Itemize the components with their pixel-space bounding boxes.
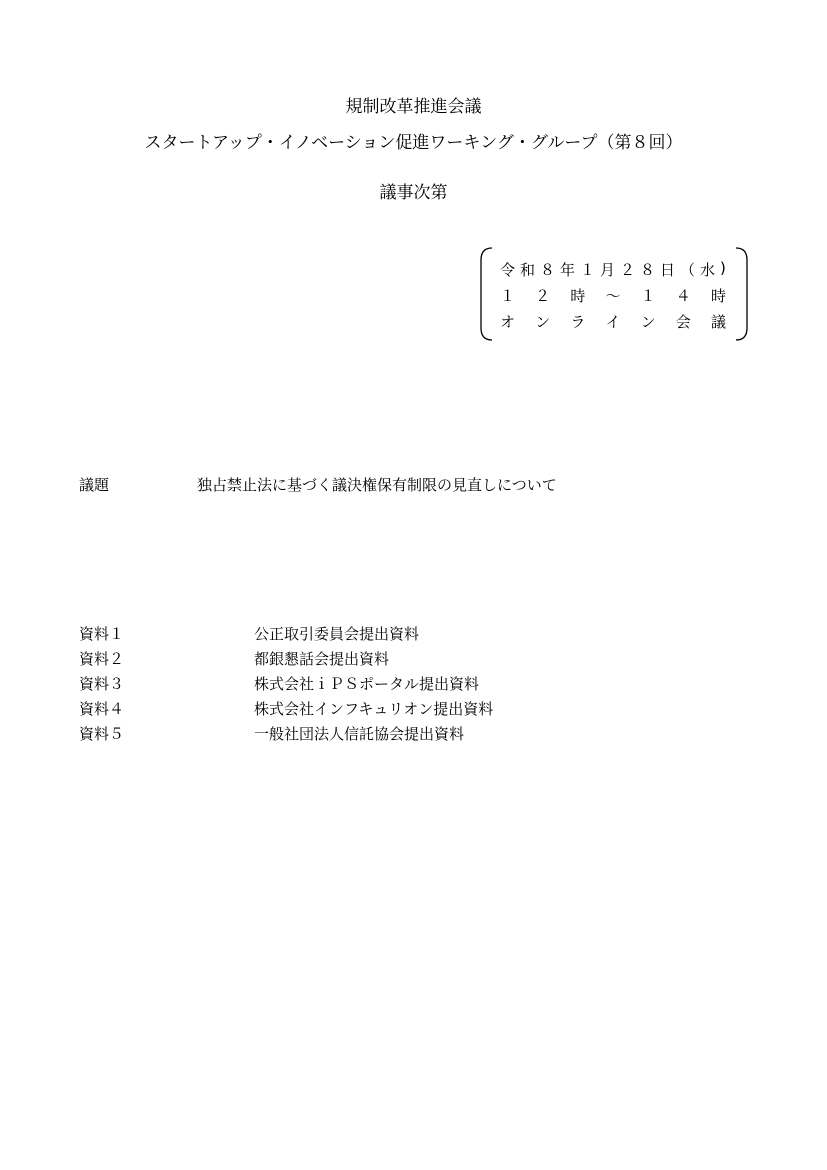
info-char: 和 [520,261,536,279]
material-label: 資料２ [79,650,125,668]
working-group-title: スタートアップ・イノベーション促進ワーキング・グループ（第８回） [144,133,683,153]
info-char: ８ [640,261,656,279]
info-char: ２ [535,287,551,305]
info-char: １ [640,287,656,305]
material-title: 都銀懇話会提出資料 [254,650,390,668]
info-char: （ [680,261,696,279]
material-item [79,698,679,723]
info-char: 時 [710,287,726,305]
council-name: 規制改革推進会議 [345,97,482,117]
info-char: １ [500,287,516,305]
agenda-label: 議題 [79,476,110,494]
agenda-topic: 独占禁止法に基づく議決権保有制限の見直しについて [197,476,557,494]
material-title: 公正取引委員会提出資料 [254,625,420,643]
meeting-date [500,259,726,280]
info-char: ) [720,259,726,277]
info-char: 会 [675,313,691,331]
info-char: ラ [570,313,586,331]
material-item [79,723,679,748]
material-item [79,673,679,698]
meeting-info-box [478,246,750,342]
info-char: ２ [620,261,636,279]
material-label: 資料５ [79,725,125,743]
material-item [79,623,679,648]
material-label: 資料３ [79,675,125,693]
info-char: 議 [710,313,726,331]
info-char: 令 [500,261,516,279]
material-title: 株式会社インフキュリオン提出資料 [254,700,494,718]
info-char: ～ [605,287,621,305]
info-char: ８ [540,261,556,279]
material-title: 株式会社ｉＰＳポータル提出資料 [254,675,480,693]
info-char: 月 [600,261,616,279]
document-title: 議事次第 [379,183,448,203]
meeting-venue [500,311,726,332]
material-label: 資料１ [79,625,125,643]
info-char: オ [500,313,516,331]
meeting-time [500,285,726,306]
info-char: イ [605,313,621,331]
info-char: 時 [570,287,586,305]
info-char: 日 [660,261,676,279]
material-label: 資料４ [79,700,125,718]
info-char: 水 [700,261,716,279]
info-char: ン [640,313,656,331]
material-title: 一般社団法人信託協会提出資料 [254,725,465,743]
material-item [79,648,679,673]
info-char: １ [580,261,596,279]
info-char: ン [535,313,551,331]
info-char: ４ [675,287,691,305]
info-char: 年 [560,261,576,279]
